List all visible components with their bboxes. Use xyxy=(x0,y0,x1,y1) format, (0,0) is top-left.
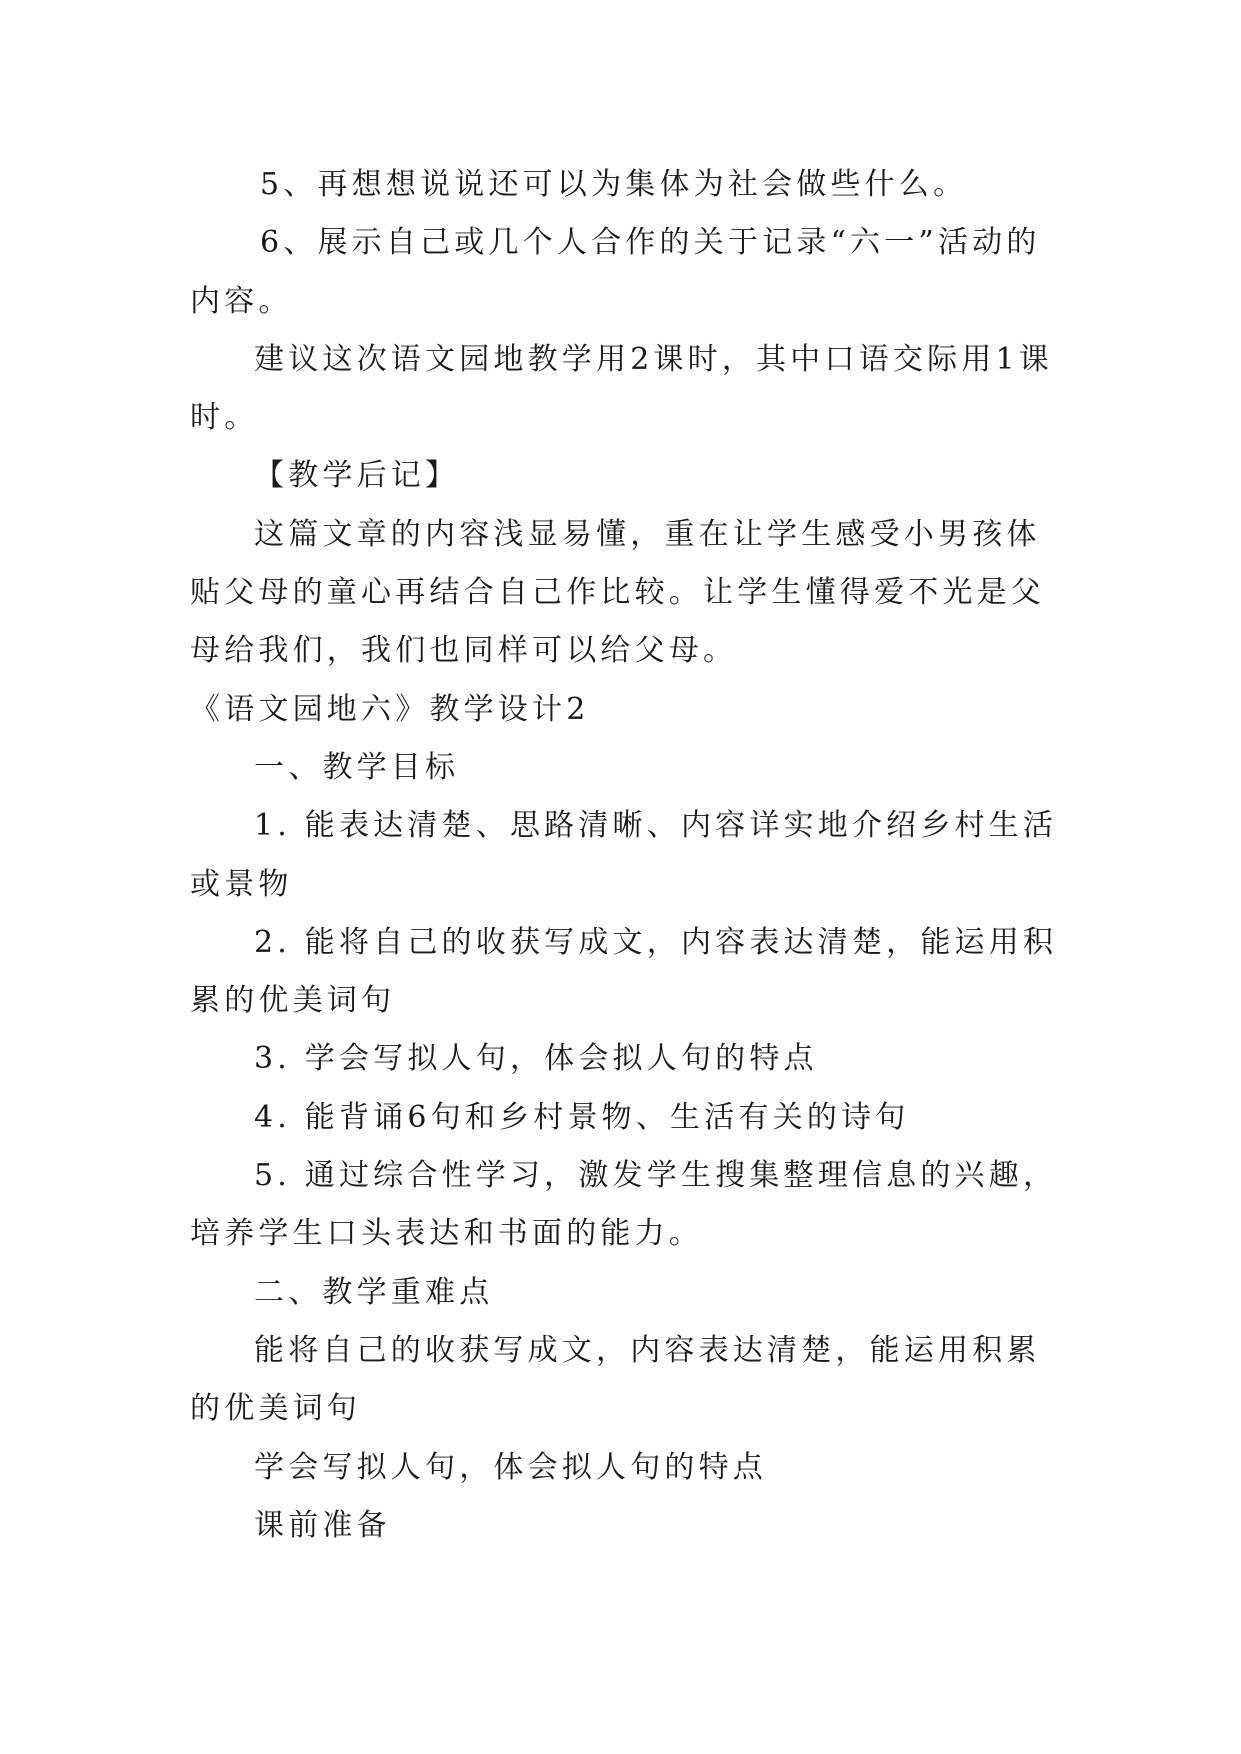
objective-item-5: 5. 通过综合性学习，激发学生搜集整理信息的兴趣，培养学生口头表达和书面的能力。 xyxy=(190,1158,1058,1252)
objective-item-2: 2. 能将自己的收获写成文，内容表达清楚，能运用积累的优美词句 xyxy=(190,924,1058,1019)
document-title: 《语文园地六》教学设计2 xyxy=(190,691,590,727)
paragraph-item-5: 5、再想想说说还可以为集体为社会做些什么。 xyxy=(260,167,968,202)
section-heading-teaching-notes: 【教学后记】 xyxy=(254,458,460,494)
section-heading-key-points: 二、教学重难点 xyxy=(254,1274,494,1310)
paragraph-teaching-notes: 这篇文章的内容浅显易懂，重在让学生感受小男孩体贴父母的童心再结合自己作比较。让学生懂得爱不光是父母给我们，我们也同样可以给父母。 xyxy=(190,516,1045,669)
paragraph-item-6: 6、展示自己或几个人合作的关于记录“六一”活动的内容。 xyxy=(190,225,1041,319)
section-heading-objectives: 一、教学目标 xyxy=(254,749,460,785)
paragraph-suggestion: 建议这次语文园地教学用2课时，其中口语交际用1课时。 xyxy=(190,341,1053,436)
key-point-2: 学会写拟人句，体会拟人句的特点 xyxy=(254,1449,767,1485)
document-body xyxy=(190,156,1060,1555)
key-point-1: 能将自己的收获写成文，内容表达清楚，能运用积累的优美词句 xyxy=(190,1332,1041,1427)
objective-item-1: 1. 能表达清楚、思路清晰、内容详实地介绍乡村生活或景物 xyxy=(190,808,1058,902)
objective-item-3: 3. 学会写拟人句，体会拟人句的特点 xyxy=(254,1041,818,1077)
section-heading-preparation: 课前准备 xyxy=(254,1507,391,1543)
objective-item-4: 4. 能背诵6句和乡村景物、生活有关的诗句 xyxy=(254,1099,910,1135)
